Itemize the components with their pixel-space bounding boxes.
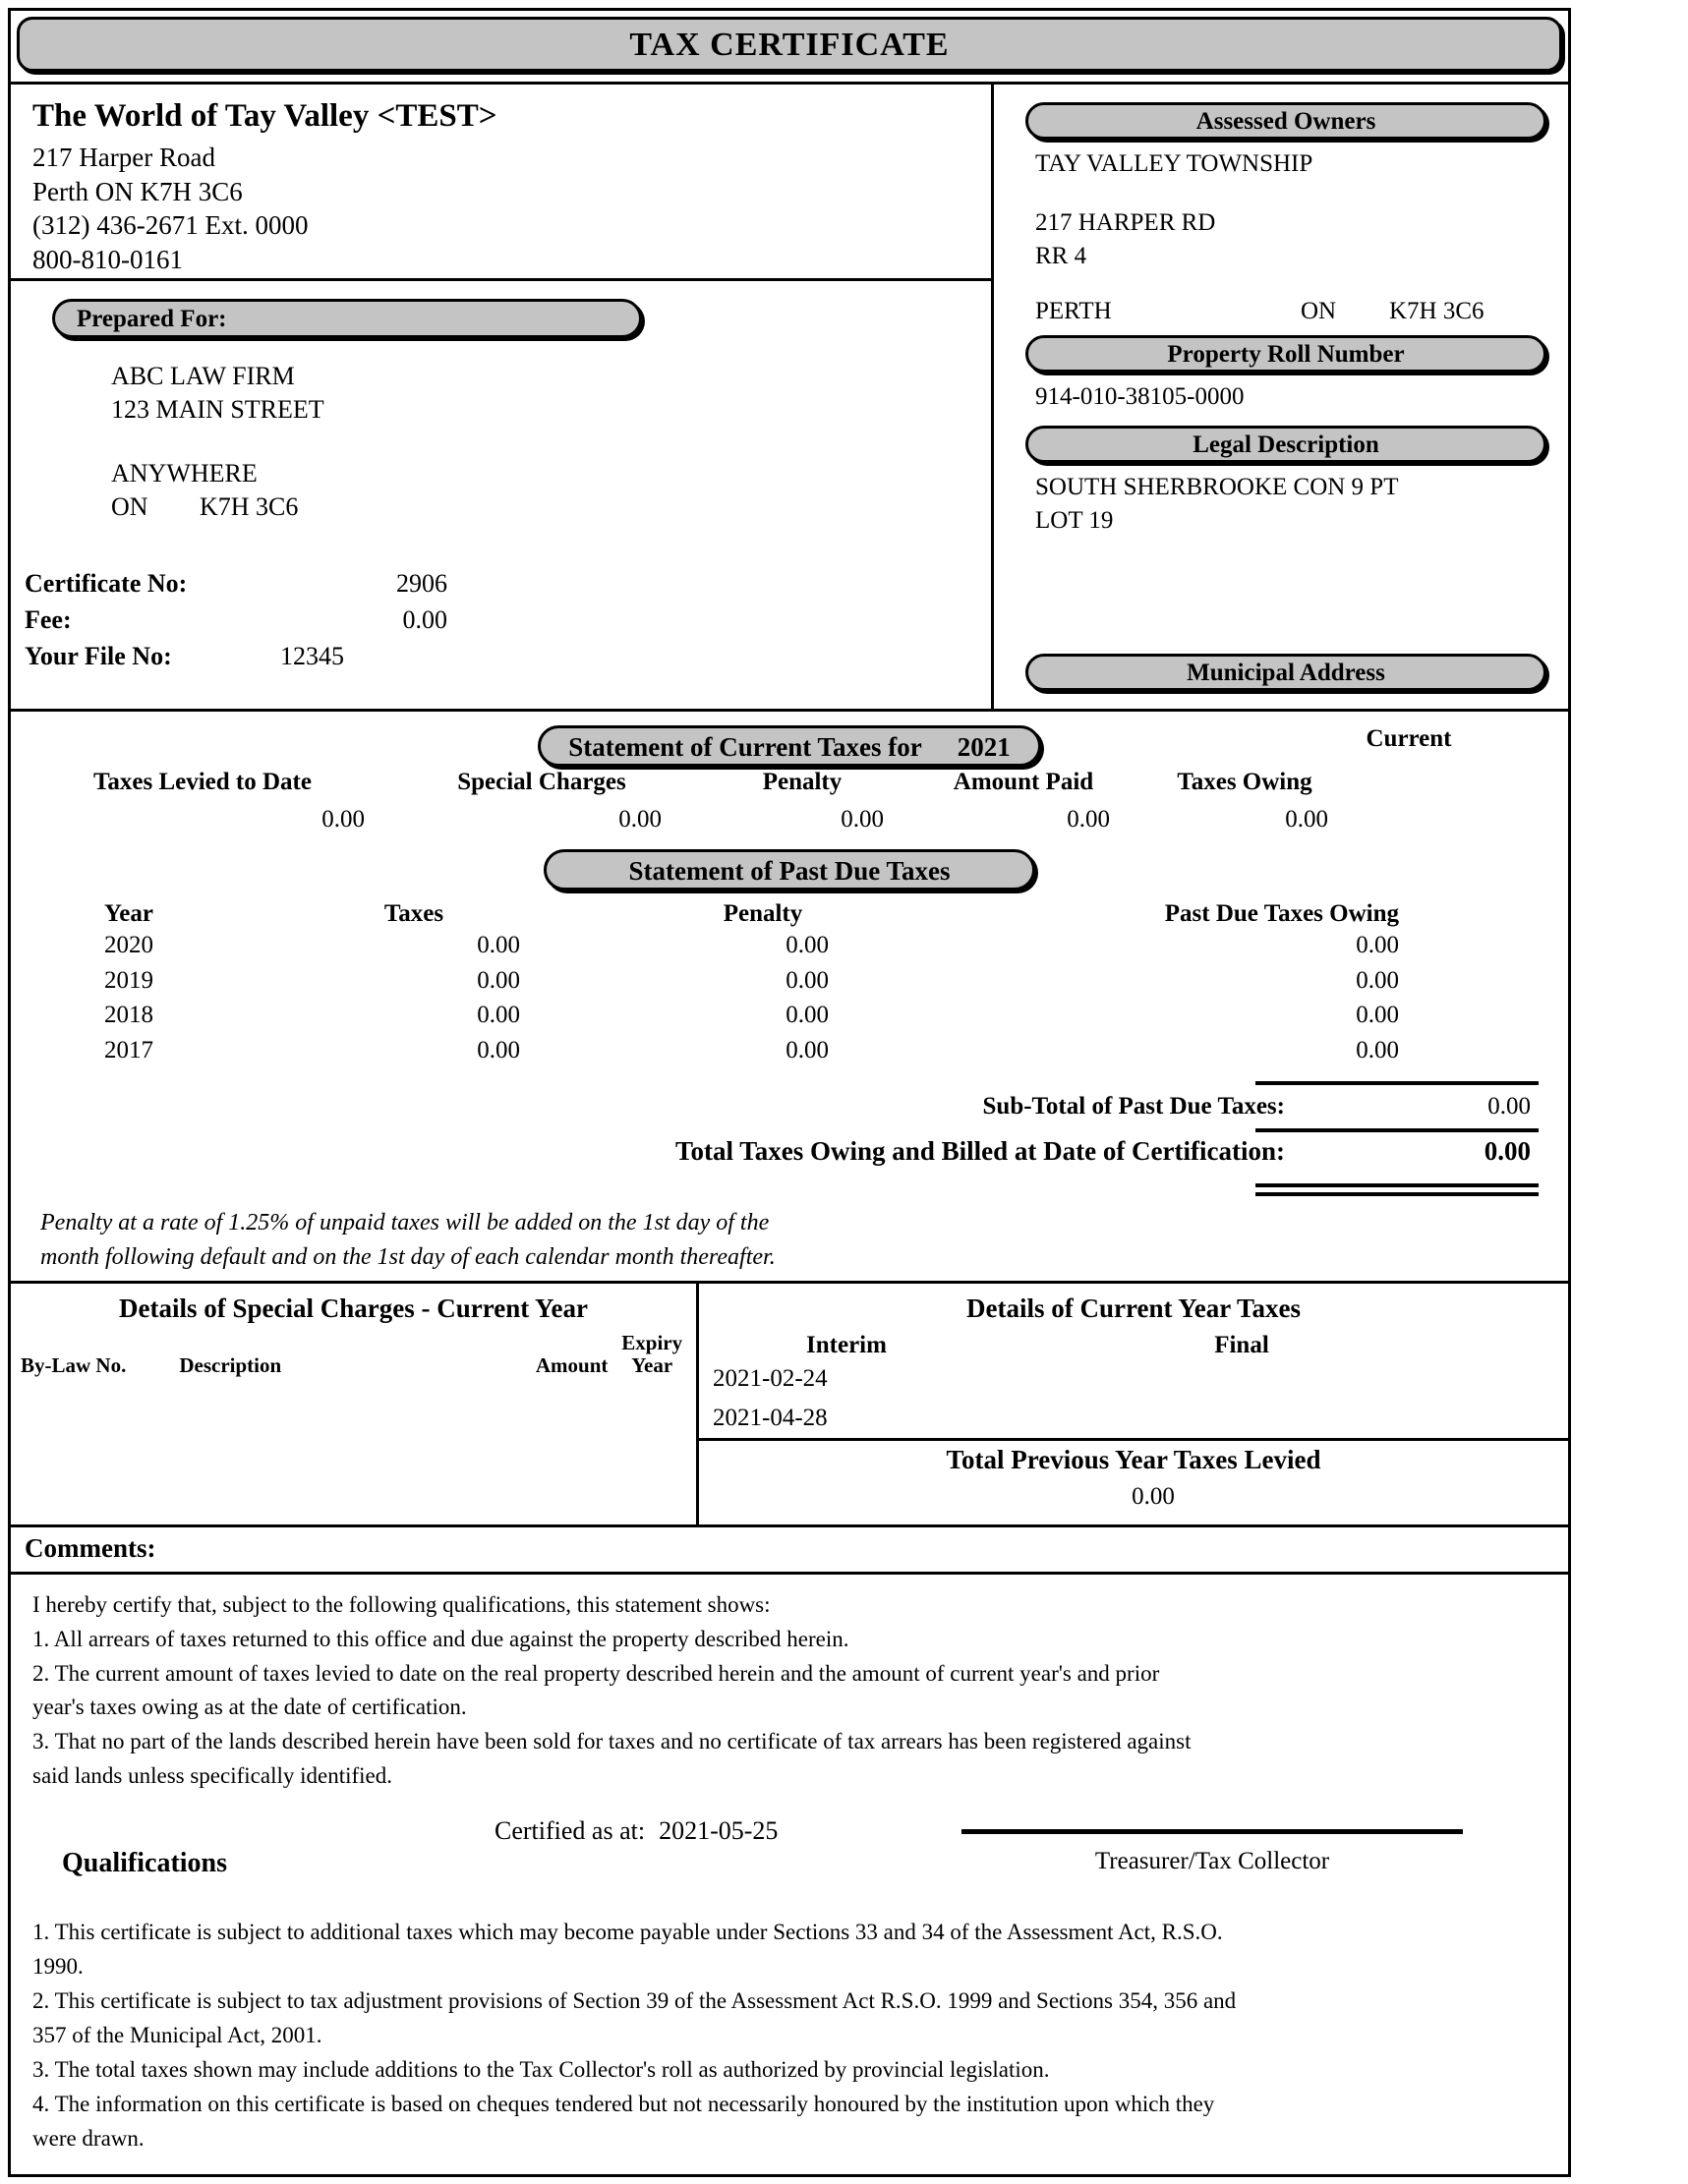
qualification-item: were drawn. <box>32 2126 145 2152</box>
certificate-fields <box>25 566 654 675</box>
assessed-owner-city: PERTH <box>1035 298 1112 325</box>
past-row-penalty: 0.00 <box>786 1036 829 1063</box>
header-section <box>11 82 1568 709</box>
current-year-taxes-header-row <box>699 1332 1568 1359</box>
current-value-owing: 0.00 <box>1285 806 1328 833</box>
organization-city: Perth ON K7H 3C6 <box>32 176 243 206</box>
current-value-penalty: 0.00 <box>841 806 884 833</box>
totals-area <box>11 1081 1568 1167</box>
assessed-owner-city-row <box>1025 298 1546 325</box>
your-file-no-value: 12345 <box>280 642 344 671</box>
list-item: 2021-04-28 <box>713 1404 828 1431</box>
total-label: Total Taxes Owing and Billed at Date of Certification: <box>674 1136 1285 1166</box>
special-charges-header-bylaw: By-Law No. <box>21 1352 127 1377</box>
current-year-taxes-panel <box>699 1284 1568 1524</box>
past-row-owing: 0.00 <box>1356 1002 1399 1028</box>
qualifications-list <box>11 1916 1568 2174</box>
certificate-document <box>8 8 1571 2177</box>
past-row-taxes: 0.00 <box>477 1002 520 1028</box>
previous-year-value: 0.00 <box>1132 1482 1175 1510</box>
prepared-for-province: ON <box>111 491 148 521</box>
qualification-item: 4. The information on this certificate is based on cheques tendered but not necessarily honoured by the institution upon which they <box>32 2092 1215 2117</box>
qualification-item: 357 of the Municipal Act, 2001. <box>32 2023 322 2048</box>
your-file-no-label: Your File No: <box>25 642 172 671</box>
certification-intro: I hereby certify that, subject to the following qualifications, this statement shows: <box>32 1591 771 1617</box>
page-title: TAX CERTIFICATE <box>17 17 1562 72</box>
total-rule-top <box>1255 1128 1539 1132</box>
signature-line <box>961 1829 1463 1834</box>
current-taxes-year: 2021 <box>957 732 1011 762</box>
current-header-paid: Amount Paid <box>953 769 1094 795</box>
table-row <box>11 963 1568 999</box>
special-charges-header-expiry-top: Expiry <box>621 1330 683 1354</box>
certified-as-at-label: Certified as at: <box>495 1816 646 1846</box>
previous-year-title: Total Previous Year Taxes Levied <box>946 1444 1321 1474</box>
prepared-for-lines <box>52 360 969 524</box>
prepared-for-block <box>11 281 991 709</box>
assessed-owner-address-1: 217 HARPER RD <box>1035 208 1216 236</box>
past-due-header-row <box>11 900 1568 928</box>
fee-label: Fee: <box>25 605 72 635</box>
total-rule-double <box>1255 1183 1539 1196</box>
municipal-address-banner: Municipal Address <box>1025 654 1546 691</box>
prepared-for-province-postal <box>111 490 969 524</box>
penalty-note <box>11 1198 1568 1281</box>
assessed-owner-gap-1 <box>1025 181 1546 206</box>
current-taxes-banner <box>538 725 1040 767</box>
certification-item: said lands unless specifically identified. <box>32 1763 392 1789</box>
property-roll-number: 914-010-38105-0000 <box>1035 383 1245 411</box>
past-row-year: 2018 <box>104 1002 153 1028</box>
legal-description-line-2: LOT 19 <box>1035 506 1114 534</box>
current-value-levied: 0.00 <box>321 806 365 833</box>
current-header-owing: Taxes Owing <box>1177 769 1312 795</box>
certificate-no-label: Certificate No: <box>25 569 188 599</box>
organization-tollfree: 800-810-0161 <box>32 244 183 274</box>
subtotal-label: Sub-Total of Past Due Taxes: <box>982 1093 1285 1120</box>
certified-as-at-value: 2021-05-25 <box>659 1816 779 1846</box>
current-taxes-header-row <box>11 769 1568 796</box>
qualifications-title: Qualifications <box>62 1848 228 1879</box>
penalty-note-line-1: Penalty at a rate of 1.25% of unpaid taxes will be added on the 1st day of the <box>40 1210 770 1236</box>
property-roll-banner: Property Roll Number <box>1025 335 1546 373</box>
prepared-for-city: ANYWHERE <box>111 458 258 488</box>
current-value-paid: 0.00 <box>1067 806 1110 833</box>
current-taxes-value-row <box>11 806 1568 833</box>
special-charges-header-expiry <box>608 1332 696 1378</box>
assessed-owner-postal: K7H 3C6 <box>1389 298 1484 325</box>
current-value-special: 0.00 <box>618 806 662 833</box>
current-header-penalty: Penalty <box>762 769 843 795</box>
past-header-year: Year <box>104 900 153 927</box>
past-row-year: 2017 <box>104 1036 153 1063</box>
current-year-header-interim: Interim <box>806 1331 887 1358</box>
past-row-penalty: 0.00 <box>786 1002 829 1028</box>
organization-phone: (312) 436-2671 Ext. 0000 <box>32 210 309 241</box>
prepared-for-postal: K7H 3C6 <box>200 491 299 521</box>
statements-section <box>11 709 1568 1281</box>
current-header-levied: Taxes Levied to Date <box>93 769 312 795</box>
past-row-owing: 0.00 <box>1356 1036 1399 1063</box>
qualification-item: 2. This certificate is subject to tax adjustment provisions of Section 39 of the Assessment Act R.S.O. 1999 and Sections 354, 356 and <box>32 1988 1237 2014</box>
certification-item: 3. That no part of the lands described herein have been sold for taxes and no certificate of tax arrears has been registered against <box>32 1729 1192 1754</box>
signature-caption: Treasurer/Tax Collector <box>1094 1848 1330 1875</box>
comments-label: Comments: <box>11 1524 1568 1575</box>
current-header-special: Special Charges <box>457 769 626 795</box>
signature-row <box>32 1808 1550 1892</box>
left-column <box>11 85 994 709</box>
legal-description-banner: Legal Description <box>1025 426 1546 463</box>
table-row <box>11 998 1568 1033</box>
prepared-for-banner: Prepared For: <box>52 299 642 338</box>
special-charges-panel <box>11 1284 699 1524</box>
assessed-owner-address-2: RR 4 <box>1035 242 1087 269</box>
your-file-no-row <box>25 639 654 675</box>
prepared-for-line-2: 123 MAIN STREET <box>111 395 324 425</box>
certification-item: 1. All arrears of taxes returned to this office and due against the property described herein. <box>32 1626 849 1651</box>
qualification-item: 1. This certificate is subject to additional taxes which may become payable under Sections 33 and 34 of the Assessment Act, R.S.O. <box>32 1920 1223 1945</box>
fee-row <box>25 603 654 639</box>
subtotal-rule <box>1255 1081 1539 1085</box>
past-row-owing: 0.00 <box>1356 966 1399 994</box>
past-due-banner-wrap <box>11 849 1568 891</box>
right-column <box>994 85 1568 709</box>
fee-value: 0.00 <box>402 605 447 635</box>
special-charges-header-row <box>11 1332 696 1378</box>
assessed-owner-name: TAY VALLEY TOWNSHIP <box>1035 150 1313 177</box>
past-header-penalty: Penalty <box>723 900 803 927</box>
certified-as-at <box>495 1811 778 1851</box>
previous-year-box <box>699 1441 1568 1522</box>
qualification-item: 3. The total taxes shown may include additions to the Tax Collector's roll as authorized by provincial legislation. <box>32 2057 1050 2083</box>
past-header-taxes: Taxes <box>383 900 444 927</box>
assessed-owners-banner: Assessed Owners <box>1025 102 1546 140</box>
certification-body <box>11 1575 1568 1917</box>
details-section <box>11 1281 1568 1524</box>
organization-name: The World of Tay Valley <TEST> <box>32 98 497 134</box>
certification-item: year's taxes owing as at the date of certification. <box>32 1695 467 1720</box>
table-row <box>11 928 1568 963</box>
current-year-header-final: Final <box>1214 1331 1269 1358</box>
past-due-banner: Statement of Past Due Taxes <box>544 849 1035 891</box>
penalty-note-line-2: month following default and on the 1st day of each calendar month thereafter. <box>40 1243 776 1270</box>
past-row-year: 2020 <box>104 932 153 958</box>
current-taxes-banner-label: Statement of Current Taxes for <box>568 732 922 762</box>
prepared-for-line-1: ABC LAW FIRM <box>111 362 295 390</box>
subtotal-value: 0.00 <box>1487 1093 1531 1120</box>
past-row-owing: 0.00 <box>1356 932 1399 958</box>
special-charges-header-amount: Amount <box>535 1352 609 1377</box>
current-year-taxes-box <box>699 1284 1568 1441</box>
past-row-penalty: 0.00 <box>786 966 829 994</box>
subtotal-row <box>11 1081 1568 1121</box>
past-row-taxes: 0.00 <box>477 966 520 994</box>
special-charges-title: Details of Special Charges - Current Year <box>119 1293 588 1323</box>
certificate-no-row <box>25 566 654 603</box>
past-row-taxes: 0.00 <box>477 932 520 958</box>
table-row <box>11 1033 1568 1068</box>
special-charges-header-expiry-bottom: Year <box>631 1353 673 1378</box>
current-owing-top-label: Current <box>1366 725 1452 752</box>
past-row-taxes: 0.00 <box>477 1036 520 1063</box>
certification-item: 2. The current amount of taxes levied to date on the real property described herein and the amount of current year's and prior <box>32 1660 1160 1686</box>
legal-description-line-1: SOUTH SHERBROOKE CON 9 PT <box>1035 474 1399 500</box>
organization-block <box>11 85 991 281</box>
certificate-no-value: 2906 <box>396 569 447 599</box>
prepared-for-spacer <box>111 428 969 457</box>
qualification-item: 1990. <box>32 1954 84 1980</box>
total-value: 0.00 <box>1484 1136 1531 1166</box>
past-row-year: 2019 <box>104 966 153 994</box>
past-header-owing: Past Due Taxes Owing <box>1164 900 1399 927</box>
assessed-owner-gap-2 <box>1025 272 1546 298</box>
list-item: 2021-02-24 <box>713 1364 828 1392</box>
current-year-taxes-title: Details of Current Year Taxes <box>966 1293 1301 1323</box>
organization-street: 217 Harper Road <box>32 143 215 172</box>
past-row-penalty: 0.00 <box>786 932 829 958</box>
assessed-owner-province: ON <box>1301 298 1337 325</box>
special-charges-header-description: Description <box>179 1352 282 1377</box>
